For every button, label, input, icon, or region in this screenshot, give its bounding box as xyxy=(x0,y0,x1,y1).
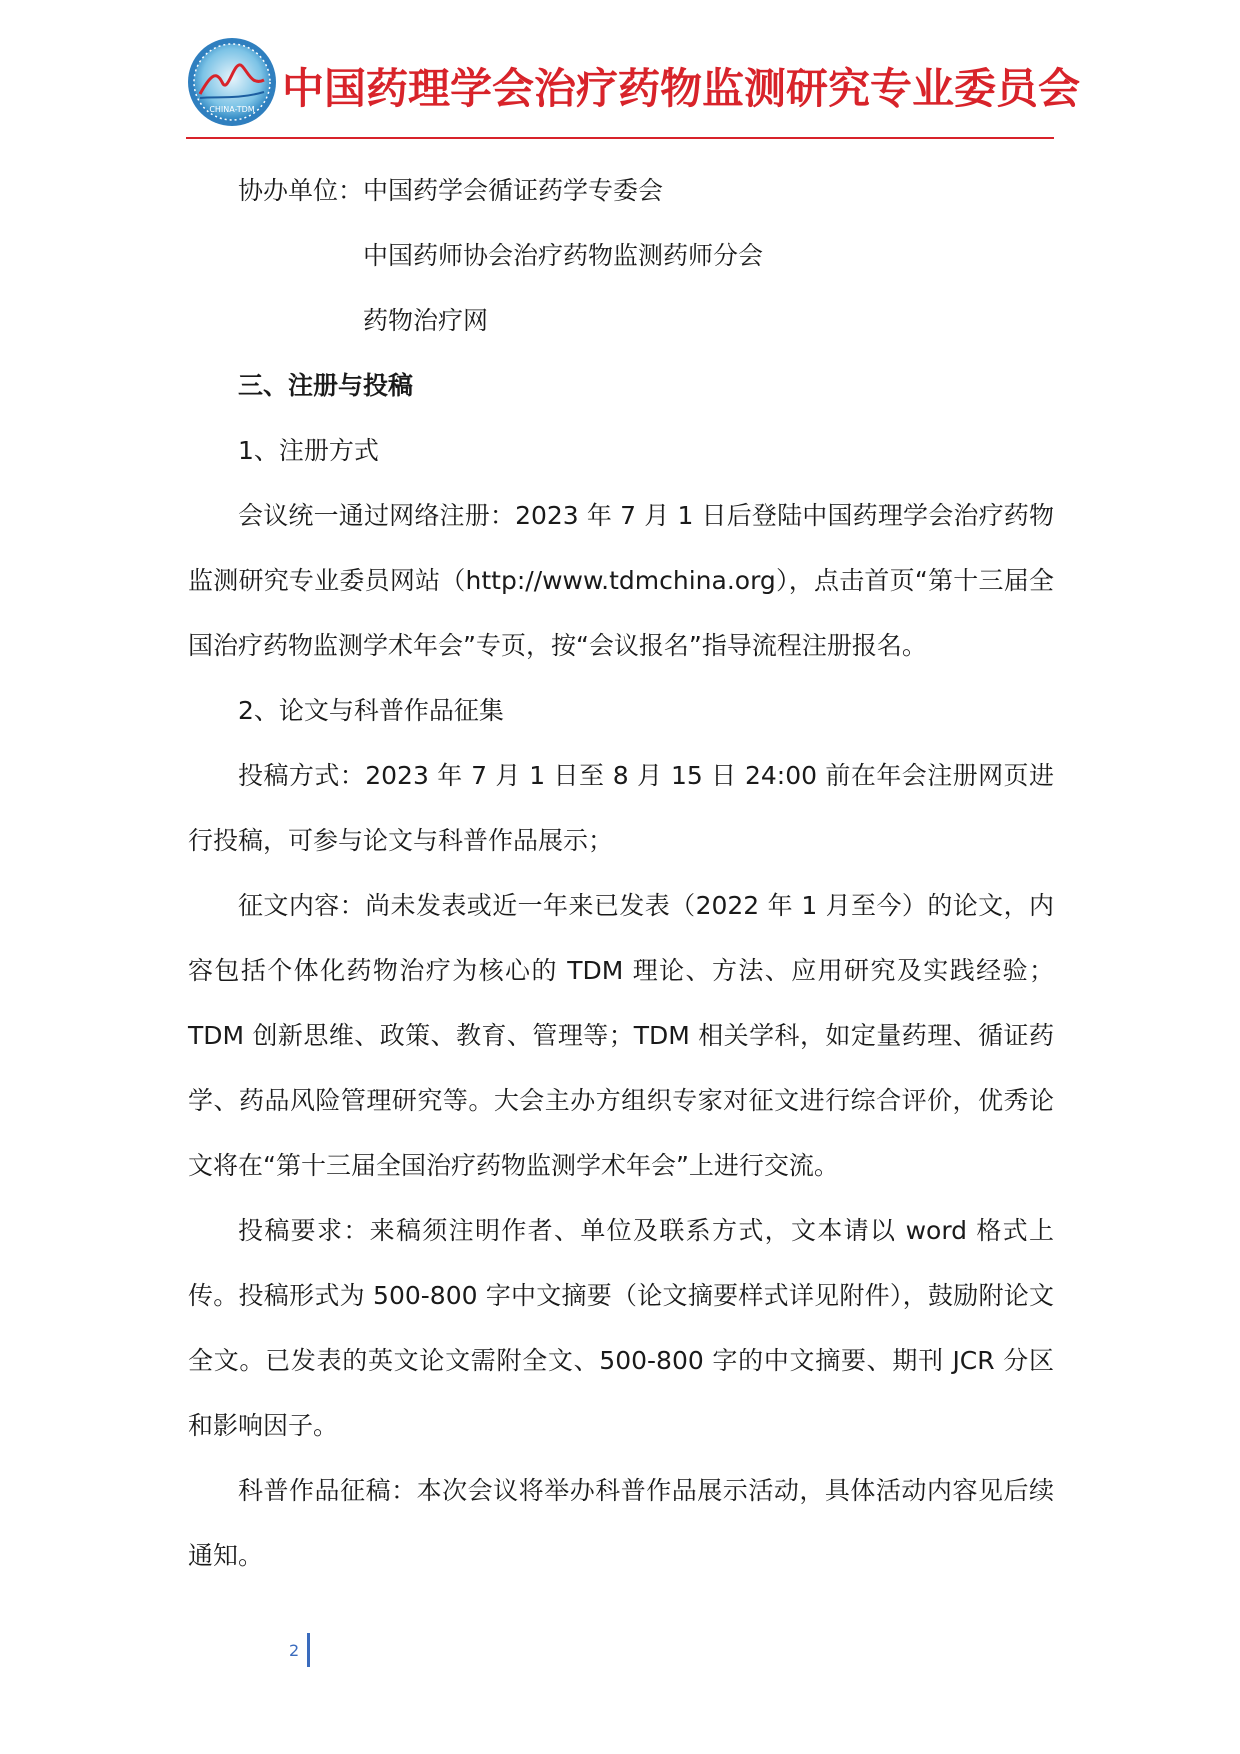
header-divider xyxy=(186,137,1054,139)
document-body xyxy=(188,158,1054,1588)
org-title: 中国药理学会治疗药物监测研究专业委员会 xyxy=(282,64,1081,113)
page-footer xyxy=(289,1632,310,1668)
page-header xyxy=(186,36,1081,136)
papers-heading: 2、论文与科普作品征集 xyxy=(238,696,504,725)
call-content-paragraph: 征文内容：尚未发表或近一年来已发表（2022 年 1 月至今）的论文，内容包括个体化药物治疗为核心的 TDM 理论、方法、应用研究及实践经验；TDM 创新思维、政策、教育、管理等；TDM 相关学科，如定量药理、循证药学、药品风险管理研究等。大会主办方组织专家对征文进行综合评价，优秀论文将在“第十三届全国治疗药物监测学术年会”上进行交流。 xyxy=(188,891,1054,1180)
co-organizer-1: 中国药学会循证药学专委会 xyxy=(363,176,664,205)
page-number-bar xyxy=(307,1633,310,1667)
committee-logo xyxy=(186,36,278,128)
requirements-paragraph: 投稿要求：来稿须注明作者、单位及联系方式，文本请以 word 格式上传。投稿形式为 500-800 字中文摘要（论文摘要样式详见附件），鼓励附论文全文。已发表的英文论文需附全文、500-800 字的中文摘要、期刊 JCR 分区和影响因子。 xyxy=(188,1216,1054,1440)
section-heading: 三、注册与投稿 xyxy=(238,371,414,400)
registration-paragraph: 会议统一通过网络注册：2023 年 7 月 1 日后登陆中国药理学会治疗药物监测研究专业委员网站（http://www.tdmchina.org），点击首页“第十三届全国治疗药物监测学术年会”专页，按“会议报名”指导流程注册报名。 xyxy=(188,501,1054,660)
co-organizer-3: 药物治疗网 xyxy=(363,306,489,335)
submission-method-paragraph: 投稿方式：2023 年 7 月 1 日至 8 月 15 日 24:00 前在年会注册网页进行投稿，可参与论文与科普作品展示； xyxy=(188,761,1054,855)
popsci-paragraph: 科普作品征稿：本次会议将举办科普作品展示活动，具体活动内容见后续通知。 xyxy=(188,1476,1054,1570)
registration-heading: 1、注册方式 xyxy=(238,436,379,465)
co-organizers-label: 协办单位： xyxy=(238,176,364,205)
co-organizer-2: 中国药师协会治疗药物监测药师分会 xyxy=(363,241,764,270)
logo-text: CHINA-TDM xyxy=(209,105,255,114)
page-number: 2 xyxy=(289,1640,300,1660)
co-organizers-line-1 xyxy=(188,158,1054,223)
